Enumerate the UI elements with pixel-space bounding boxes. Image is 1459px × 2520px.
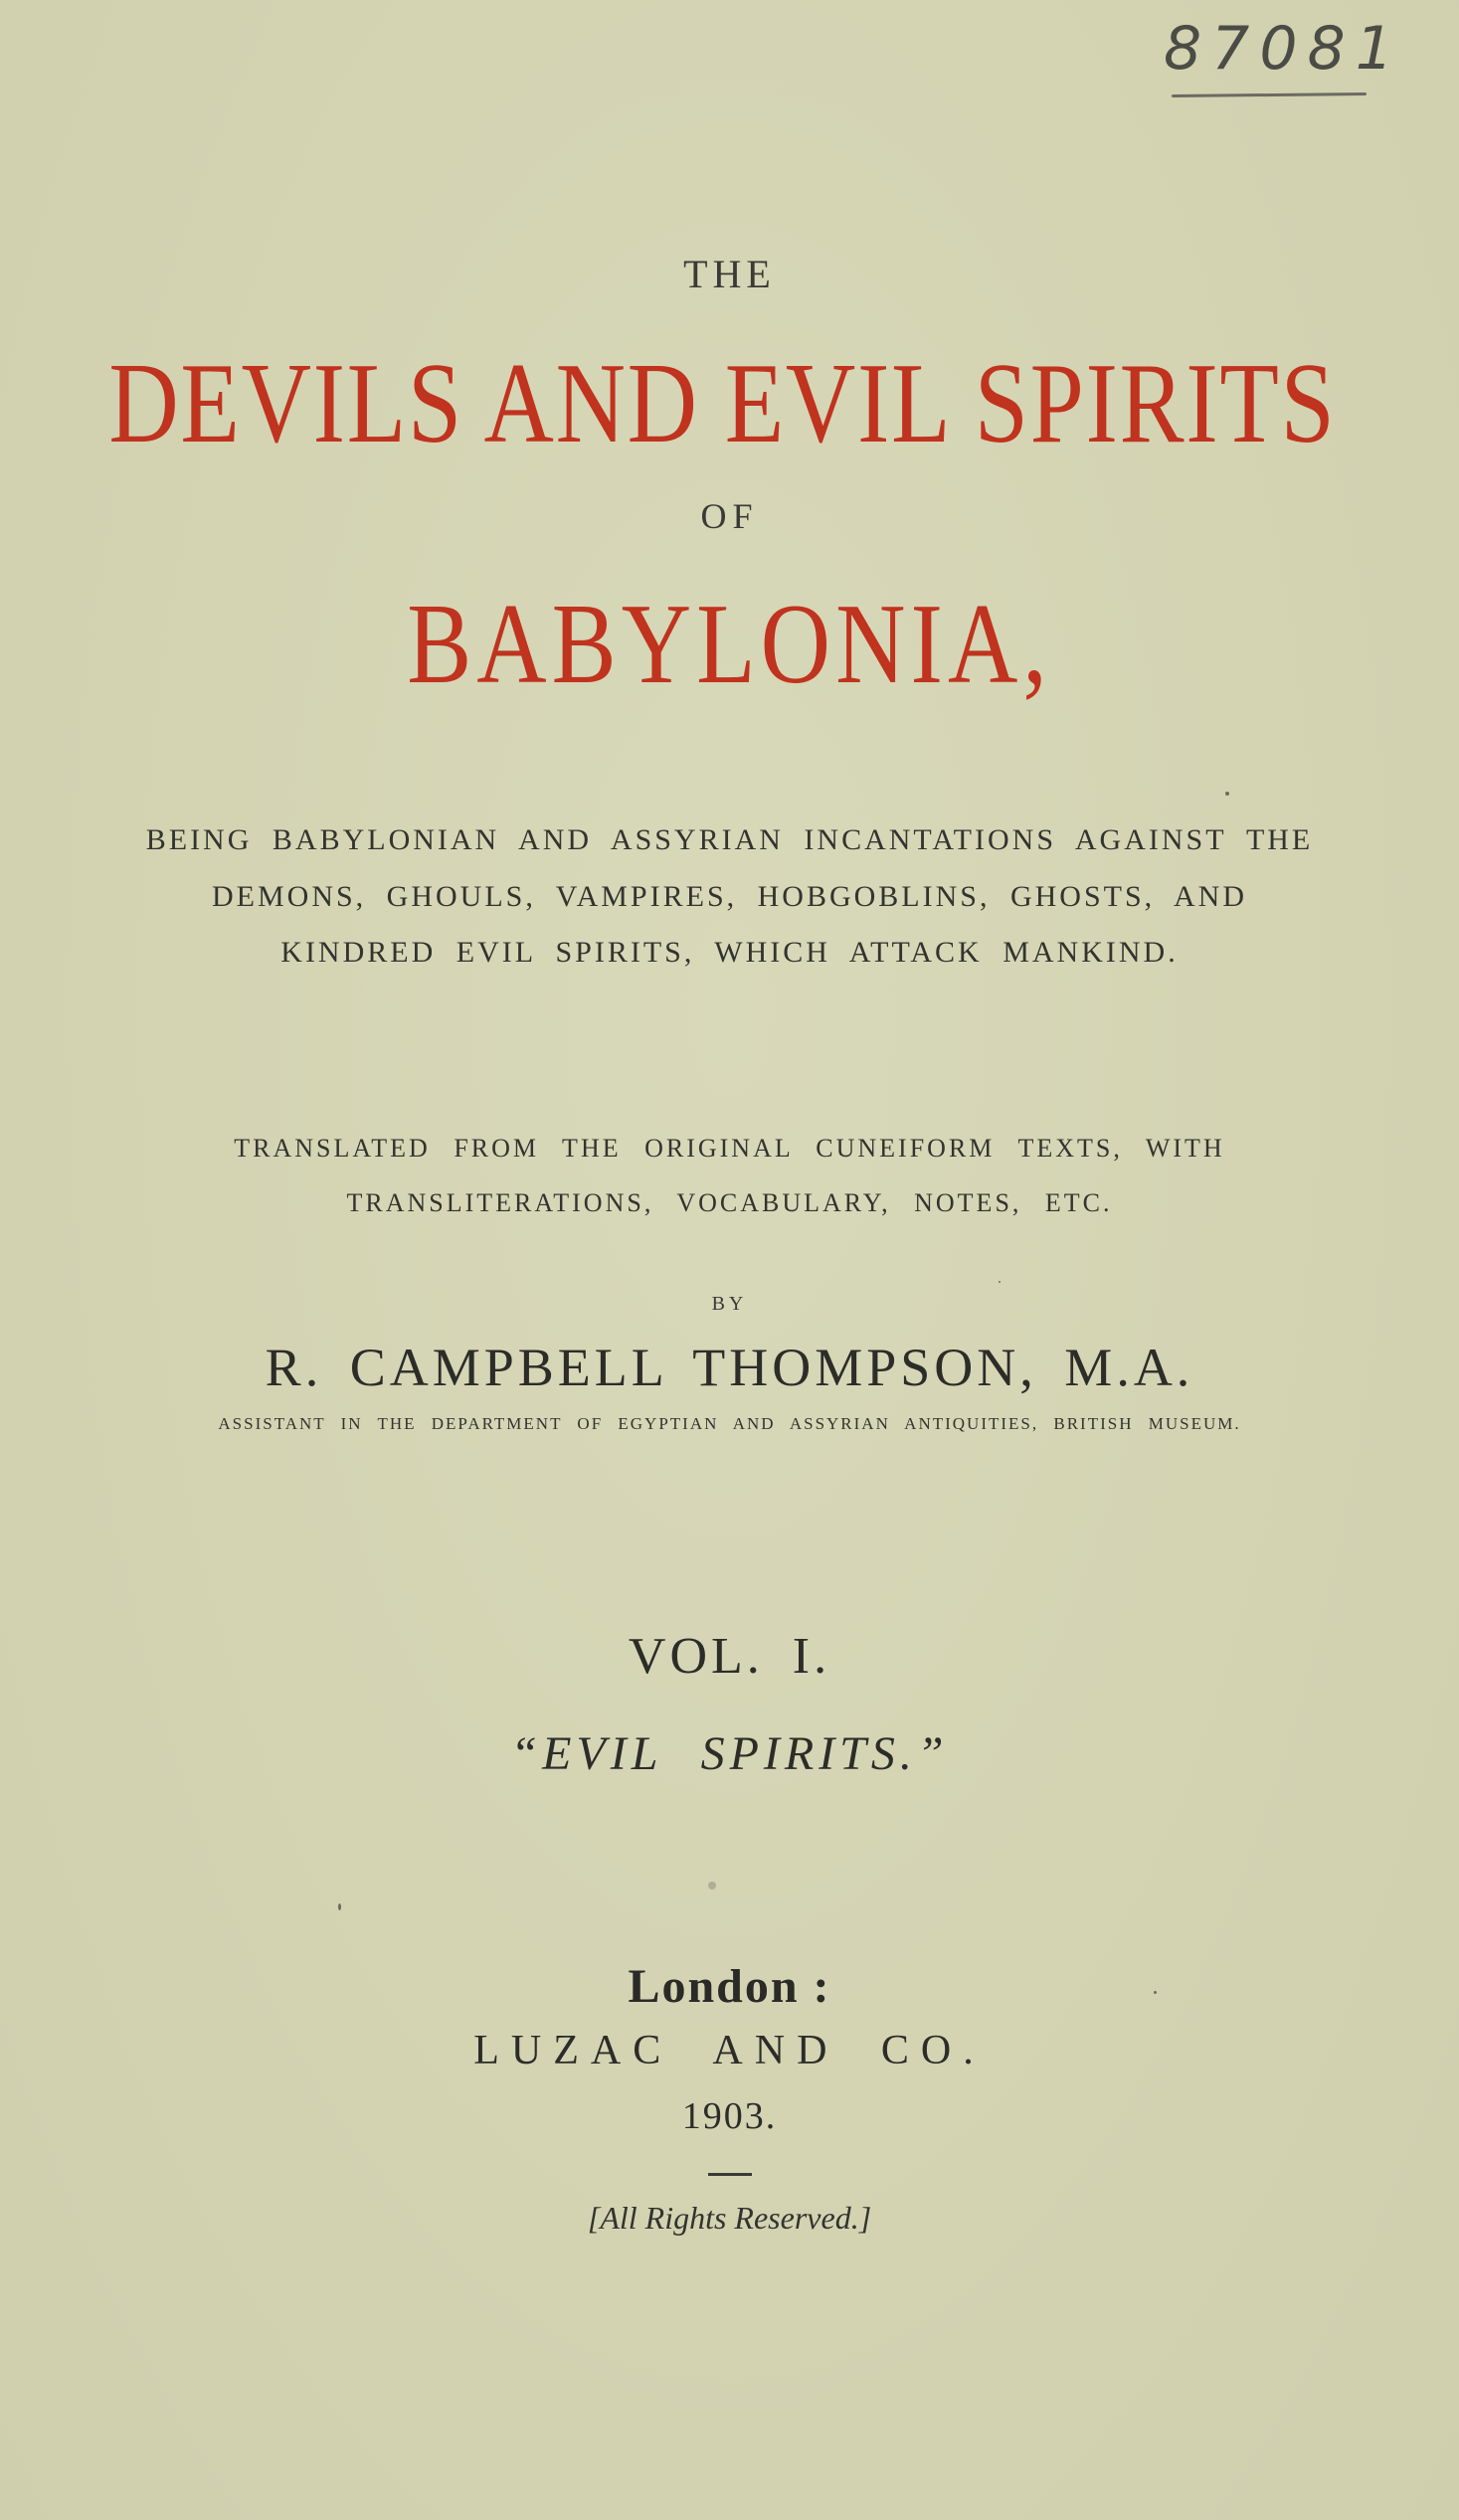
paper-speck: [1225, 792, 1229, 796]
imprint-year: 1903.: [681, 2095, 778, 2137]
translation-note-line-2: TRANSLITERATIONS, VOCABULARY, NOTES, ETC.: [346, 1188, 1113, 1217]
volume-subtitle: “EVIL SPIRITS.”: [510, 1727, 949, 1780]
imprint-publisher: LUZAC AND CO.: [473, 2028, 986, 2073]
paper-speck: [1154, 1991, 1157, 1994]
shelf-mark-number: 87081: [1164, 14, 1403, 84]
author-affiliation: ASSISTANT IN THE DEPARTMENT OF EGYPTIAN AND ASSYRIAN ANTIQUITIES, BRITISH MUSEUM.: [218, 1414, 1241, 1433]
book-title-line-2: BABYLONIA,: [407, 581, 1052, 708]
imprint-divider: [708, 2173, 752, 2176]
paper-speck: [338, 1903, 341, 1910]
author-name: R. CAMPBELL THOMPSON, M.A.: [265, 1338, 1194, 1397]
title-article: THE: [683, 252, 776, 296]
shelf-mark-underline: [1172, 92, 1367, 97]
rights-notice: [All Rights Reserved.]: [587, 2200, 872, 2236]
title-preposition: OF: [700, 496, 759, 536]
description-line-3: KINDRED EVIL SPIRITS, WHICH ATTACK MANKIND.: [280, 936, 1179, 969]
paper-speck: [708, 1882, 716, 1890]
shelf-mark: [1164, 14, 1403, 103]
byline-by: BY: [711, 1293, 748, 1315]
paper-speck: [999, 1281, 1001, 1283]
volume-label: VOL. I.: [628, 1628, 831, 1685]
description-line-1: BEING BABYLONIAN AND ASSYRIAN INCANTATIONS AGAINST THE: [145, 823, 1314, 856]
imprint-city: London :: [628, 1960, 831, 2013]
book-title-line-1: DEVILS AND EVIL SPIRITS: [108, 340, 1337, 467]
translation-note-line-1: TRANSLATED FROM THE ORIGINAL CUNEIFORM TEXTS, WITH: [234, 1134, 1225, 1163]
description-line-2: DEMONS, GHOULS, VAMPIRES, HOBGOBLINS, GHOSTS, AND: [211, 880, 1247, 913]
